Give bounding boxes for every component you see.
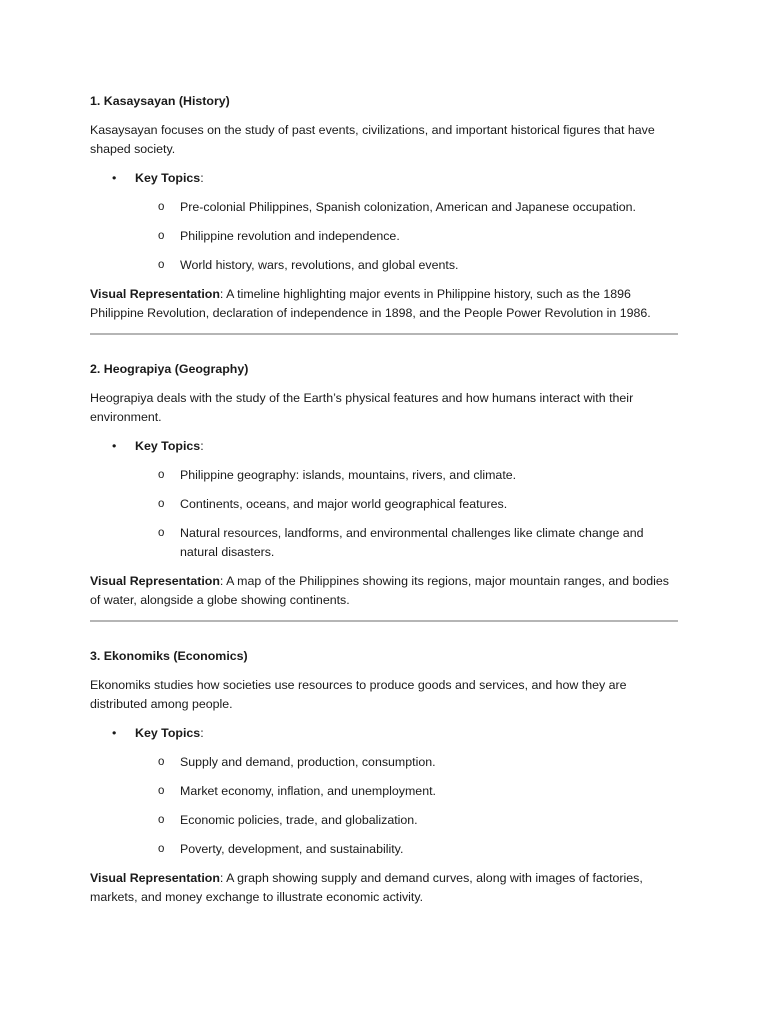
section-economics — [90, 647, 678, 907]
topic-text: Continents, oceans, and major world geographical features. — [180, 497, 508, 511]
section-intro: Heograpiya deals with the study of the Earth’s physical features and how humans interact with their environment. — [90, 391, 634, 424]
list-item — [90, 495, 678, 514]
sub-bullet-icon: o — [158, 230, 165, 242]
list-item — [90, 466, 678, 485]
document-body — [90, 92, 678, 917]
section-divider — [90, 620, 678, 622]
visual-representation-text: : A map of the Philippines showing its regions, major mountain ranges, and bodies of water, alongside a globe showing continents. — [90, 574, 670, 607]
list-item — [90, 782, 678, 801]
bullet-icon: • — [112, 726, 117, 740]
bullet-icon: • — [112, 171, 117, 185]
key-topics-bullet — [90, 437, 678, 456]
list-item — [90, 524, 678, 562]
sub-bullet-icon: o — [158, 756, 165, 768]
visual-representation — [90, 869, 678, 907]
sub-bullet-icon: o — [158, 527, 165, 539]
topic-text: Market economy, inflation, and unemployment. — [180, 784, 436, 798]
key-topics-colon: : — [200, 726, 204, 740]
sub-bullet-icon: o — [158, 259, 165, 271]
key-topics-colon: : — [200, 439, 204, 453]
list-item — [90, 840, 678, 859]
section-history — [90, 92, 678, 323]
section-heading: 1. Kasaysayan (History) — [90, 94, 230, 108]
visual-representation-label: Visual Representation — [90, 574, 220, 588]
key-topics-label: Key Topics — [135, 439, 201, 453]
topic-list — [90, 466, 678, 562]
sub-bullet-icon: o — [158, 201, 165, 213]
key-topics-bullet — [90, 724, 678, 743]
key-topics-bullet — [90, 169, 678, 188]
topic-list — [90, 753, 678, 859]
bullet-icon: • — [112, 439, 117, 453]
list-item — [90, 753, 678, 772]
topic-text: Economic policies, trade, and globalization. — [180, 813, 418, 827]
topic-text: Supply and demand, production, consumption. — [180, 755, 436, 769]
section-heading: 3. Ekonomiks (Economics) — [90, 649, 248, 663]
sub-bullet-icon: o — [158, 785, 165, 797]
topic-text: Poverty, development, and sustainability. — [180, 842, 404, 856]
sub-bullet-icon: o — [158, 498, 165, 510]
list-item — [90, 198, 678, 217]
section-intro: Kasaysayan focuses on the study of past events, civilizations, and important historical figures that have shaped society. — [90, 123, 655, 156]
list-item — [90, 256, 678, 275]
section-divider — [90, 333, 678, 335]
topic-list — [90, 198, 678, 275]
key-topics-label: Key Topics — [135, 726, 201, 740]
list-item — [90, 227, 678, 246]
section-intro: Ekonomiks studies how societies use resources to produce goods and services, and how they are distributed among people. — [90, 678, 627, 711]
visual-representation-text: : A timeline highlighting major events in Philippine history, such as the 1896 Philippine Revolution, declaration of independence in 1898, and the People Power Revolution in 1986. — [90, 287, 651, 320]
sub-bullet-icon: o — [158, 469, 165, 481]
visual-representation — [90, 285, 678, 323]
topic-text: Natural resources, landforms, and environmental challenges like climate change and natural disasters. — [180, 526, 644, 559]
visual-representation-label: Visual Representation — [90, 871, 220, 885]
key-topics-colon: : — [200, 171, 204, 185]
visual-representation — [90, 572, 678, 610]
topic-text: Philippine revolution and independence. — [180, 229, 400, 243]
visual-representation-text: : A graph showing supply and demand curves, along with images of factories, markets, and money exchange to illustrate economic activity. — [90, 871, 643, 904]
list-item — [90, 811, 678, 830]
topic-text: World history, wars, revolutions, and global events. — [180, 258, 459, 272]
topic-text: Philippine geography: islands, mountains, rivers, and climate. — [180, 468, 517, 482]
sub-bullet-icon: o — [158, 843, 165, 855]
section-heading: 2. Heograpiya (Geography) — [90, 362, 249, 376]
section-geography — [90, 360, 678, 610]
topic-text: Pre-colonial Philippines, Spanish colonization, American and Japanese occupation. — [180, 200, 636, 214]
key-topics-label: Key Topics — [135, 171, 201, 185]
sub-bullet-icon: o — [158, 814, 165, 826]
visual-representation-label: Visual Representation — [90, 287, 220, 301]
